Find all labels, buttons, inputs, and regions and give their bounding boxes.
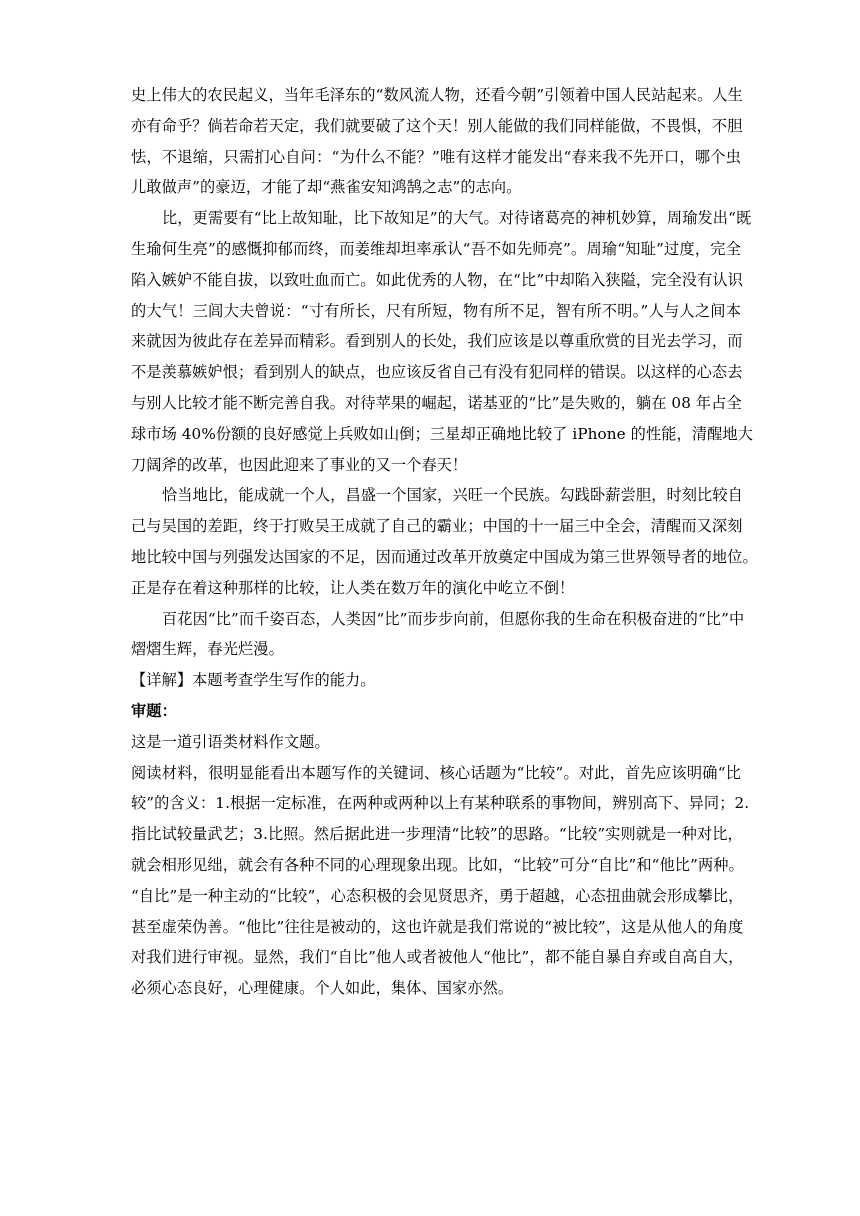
text-line: 甚至虚荣伪善。“他比”往往是被动的，这也许就是我们常说的“被比较”，这是从他人的角度 <box>131 917 744 936</box>
detail-heading-line: 【详解】本题考查学生写作的能力。 <box>131 671 376 690</box>
text-line: 球市场 40%份额的良好感觉上兵败如山倒；三星却正确地比较了 iPhone 的性能，清醒地大 <box>131 424 753 443</box>
text-line: 就会相形见绌，就会有各种不同的心理现象出现。比如，“比较”可分“自比”和“他比”两种。 <box>131 855 744 874</box>
text-line: 阅读材料，很明显能看出本题写作的关键词、核心话题为“比较”。对此，首先应该明确“比 <box>131 763 741 782</box>
text-line: 来就因为彼此存在差异而精彩。看到别人的长处，我们应该是以尊重欣赏的目光去学习，而 <box>131 332 743 351</box>
text-line: 熠熠生辉，春光烂漫。 <box>131 640 284 659</box>
section-heading: 审题： <box>131 701 177 720</box>
text-line: 陷入嫉妒不能自拔，以致吐血而亡。如此优秀的人物，在“比”中却陷入狭隘，完全没有认识 <box>131 270 743 289</box>
text-line: 不是羡慕嫉妒恨；看到别人的缺点，也应该反省自己有没有犯同样的错误。以这样的心态去 <box>131 363 743 382</box>
text-line: 生瑜何生亮”的感慨抑郁而终，而姜维却坦率承认“吾不如先师亮”。周瑜“知耻”过度，完全 <box>131 239 741 258</box>
text-line: 儿敢做声”的豪迈，才能了却“燕雀安知鸿鹄之志”的志向。 <box>131 178 522 197</box>
text-line: 必须心态良好，心理健康。个人如此，集体、国家亦然。 <box>131 979 514 998</box>
text-line: 正是存在着这种那样的比较，让人类在数万年的演化中屹立不倒！ <box>131 578 575 597</box>
text-line: 刀阔斧的改革，也因此迎来了事业的又一个春天！ <box>131 455 468 474</box>
text-line: 的大气！三闾大夫曾说：“寸有所长，尺有所短，物有所不足，智有所不明。”人与人之间本 <box>131 301 741 320</box>
paragraph-start-line: 比，更需要有“比上故知耻，比下故知足”的大气。对待诸葛亮的神机妙算，周瑜发出“既 <box>162 209 752 228</box>
text-line: 对我们进行审视。显然，我们“自比”他人或者被他人“他比”，都不能自暴自弃或自高自大， <box>131 948 744 967</box>
text-line: 己与吴国的差距，终于打败吴王成就了自己的霸业；中国的十一届三中全会，清醒而又深刻 <box>131 517 743 536</box>
paragraph-start-line: 恰当地比，能成就一个人，昌盛一个国家，兴旺一个民族。勾践卧薪尝胆，时刻比较自 <box>162 486 743 505</box>
text-line: 地比较中国与列强发达国家的不足，因而通过改革开放奠定中国成为第三世界领导者的地位。 <box>131 547 758 566</box>
text-line: 这是一道引语类材料作文题。 <box>131 732 330 751</box>
text-line: 怯，不退缩，只需扪心自问：“为什么不能？”唯有这样才能发出“春来我不先开口，哪个虫 <box>131 147 741 166</box>
paragraph-start-line: 百花因“比”而千姿百态，人类因“比”而步步向前，但愿你我的生命在积极奋进的“比”中 <box>162 609 745 628</box>
text-line: 亦有命乎？倘若命若天定，我们就要破了这个天！别人能做的我们同样能做，不畏惧，不胆 <box>131 116 743 135</box>
text-line: 较”的含义：1.根据一定标准，在两种或两种以上有某种联系的事物间，辨别高下、异同；2. <box>131 794 750 813</box>
text-line: 史上伟大的农民起义，当年毛泽东的“数风流人物，还看今朝”引领着中国人民站起来。人生 <box>131 86 743 104</box>
text-line: 与别人比较才能不断完善自我。对待苹果的崛起，诺基亚的“比”是失败的，躺在 08 年占全 <box>131 393 742 412</box>
text-line: “自比”是一种主动的“比较”，心态积极的会见贤思齐，勇于超越，心态扭曲就会形成攀比， <box>131 886 744 905</box>
text-line: 指比试较量武艺；3.比照。然后据此进一步理清“比较”的思路。“比较”实则就是一种对比， <box>131 825 743 844</box>
document-page <box>131 80 758 1004</box>
